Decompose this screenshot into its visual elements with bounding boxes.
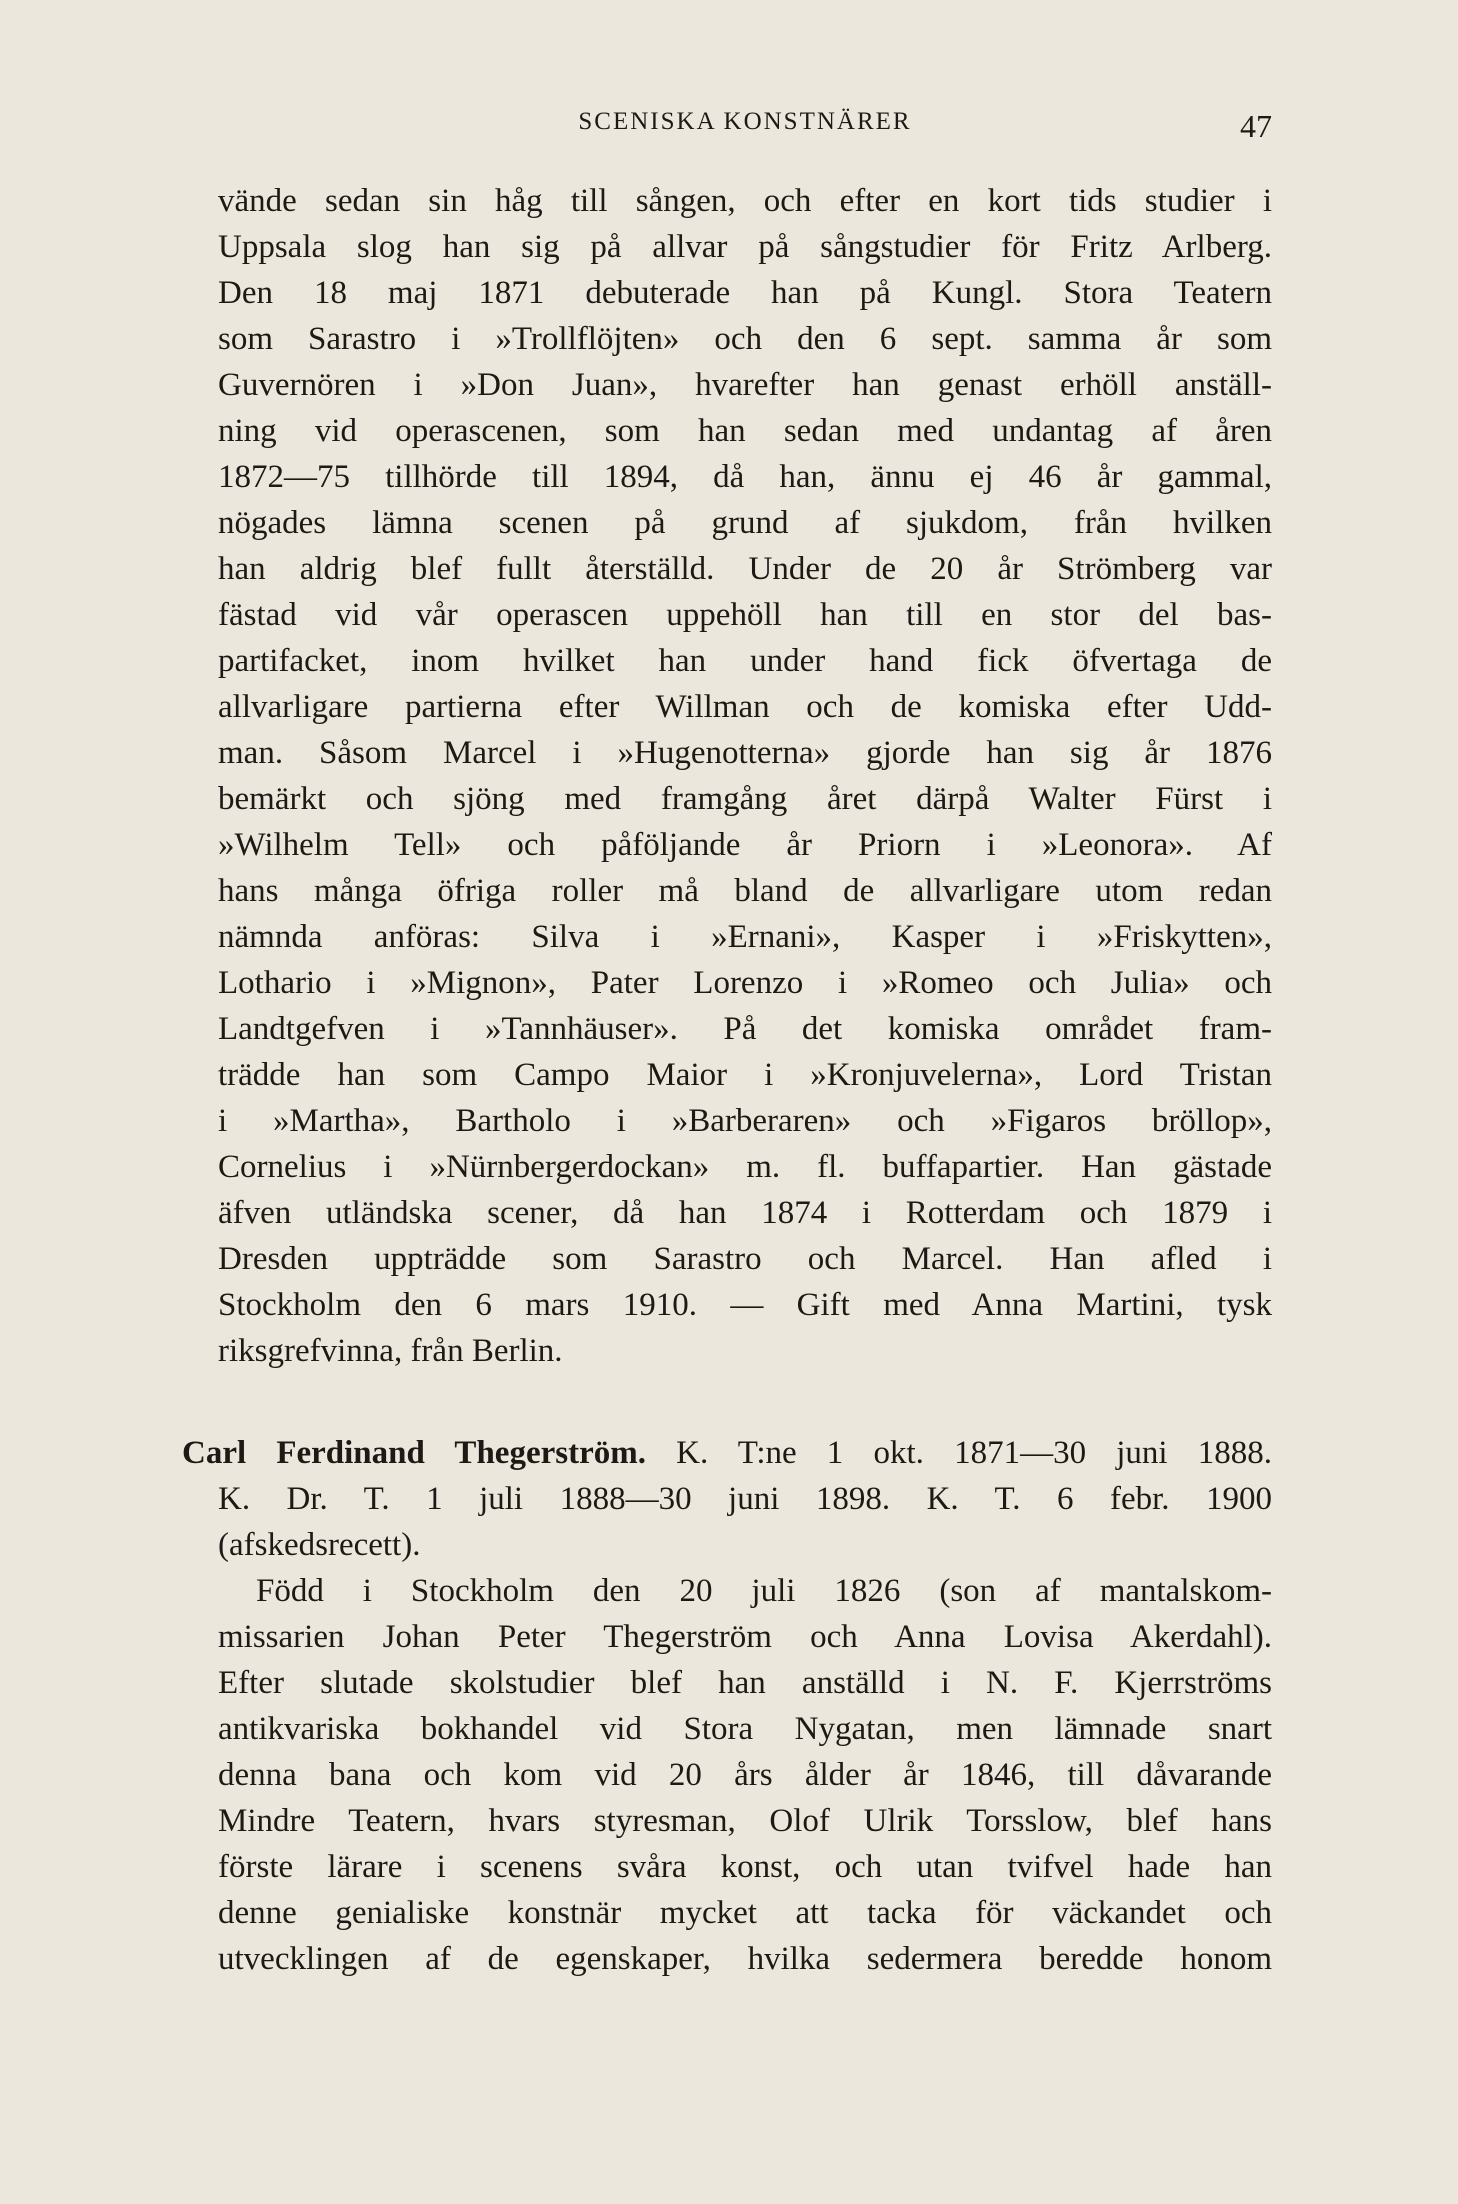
text-line: missarien Johan Peter Thegerström och Anna Lovisa Akerdahl). [218, 1619, 1272, 1655]
paragraph-strömberg-biography [218, 178, 1272, 1374]
text-line: trädde han som Campo Maior i »Kronjuvelerna», Lord Tristan [218, 1057, 1272, 1093]
text-line: Cornelius i »Nürnbergerdockan» m. fl. buffapartier. Han gästade [218, 1149, 1272, 1185]
text-line: antikvariska bokhandel vid Stora Nygatan, men lämnade snart [218, 1711, 1272, 1747]
text-line: Guvernören i »Don Juan», hvarefter han genast erhöll anställ- [218, 367, 1272, 403]
text-line: han aldrig blef fullt återställd. Under de 20 år Strömberg var [218, 551, 1272, 587]
text-line: bemärkt och sjöng med framgång året därpå Walter Fürst i [218, 781, 1272, 817]
text-line: vände sedan sin håg till sången, och efter en kort tids studier i [218, 183, 1272, 219]
text-line: partifacket, inom hvilket han under hand fick öfvertaga de [218, 643, 1272, 679]
text-line: Mindre Teatern, hvars styresman, Olof Ulrik Torsslow, blef hans [218, 1803, 1272, 1839]
text-line: Dresden uppträdde som Sarastro och Marcel. Han afled i [218, 1241, 1272, 1277]
text-line: Lothario i »Mignon», Pater Lorenzo i »Romeo och Julia» och [218, 965, 1272, 1001]
text-line: Efter slutade skolstudier blef han anställd i N. F. Kjerrströms [218, 1665, 1272, 1701]
section-divider-space [218, 1374, 1272, 1430]
text-line: ning vid operascenen, som han sedan med undantag af åren [218, 413, 1272, 449]
text-line: äfven utländska scener, då han 1874 i Rotterdam och 1879 i [218, 1195, 1272, 1231]
text-line: nämnda anföras: Silva i »Ernani», Kasper i »Friskytten», [218, 919, 1272, 955]
entry-tenure-1: K. T:ne 1 okt. 1871—30 juni 1888. [676, 1435, 1273, 1471]
text-line: Stockholm den 6 mars 1910. — Gift med Anna Martini, tysk [218, 1287, 1272, 1323]
entry-heading-line [182, 1430, 1272, 1476]
body-text [182, 178, 1273, 1982]
text-line: man. Såsom Marcel i »Hugenotterna» gjorde han sig år 1876 [218, 735, 1272, 771]
text-line: Uppsala slog han sig på allvar på sångstudier för Fritz Arlberg. [218, 229, 1272, 265]
text-line: nögades lämna scenen på grund af sjukdom, från hvilken [218, 505, 1272, 541]
page-number: 47 [1240, 108, 1272, 144]
text-line: förste lärare i scenens svåra konst, och utan tvifvel hade han [218, 1849, 1272, 1885]
text-line: fästad vid vår operascen uppehöll han till en stor del bas- [218, 597, 1272, 633]
entry-heading [182, 1430, 1273, 1568]
text-line: riksgrefvinna, från Berlin. [218, 1333, 563, 1369]
text-line: hans många öfriga roller må bland de allvarligare utom redan [218, 873, 1272, 909]
text-line: allvarligare partierna efter Willman och de komiska efter Udd- [218, 689, 1272, 725]
text-line: »Wilhelm Tell» och påföljande år Priorn i »Leonora». Af [218, 827, 1272, 863]
text-line: Den 18 maj 1871 debuterade han på Kungl. Stora Teatern [218, 275, 1272, 311]
entry-name: Carl Ferdinand Thegerström. [182, 1435, 646, 1471]
text-line: 1872—75 tillhörde till 1894, då han, ännu ej 46 år gammal, [218, 459, 1272, 495]
text-line: Landtgefven i »Tannhäuser». På det komiska området fram- [218, 1011, 1272, 1047]
text-line: utvecklingen af de egenskaper, hvilka sedermera beredde honom [218, 1941, 1272, 1977]
page-header [218, 108, 1272, 158]
paragraph-thegerström-biography [218, 1568, 1272, 1982]
text-line: Född i Stockholm den 20 juli 1826 (son af mantalskom- [256, 1573, 1272, 1609]
text-line: som Sarastro i »Trollflöjten» och den 6 sept. samma år som [218, 321, 1272, 357]
entry-heading-line: K. Dr. T. 1 juli 1888—30 juni 1898. K. T. 6 febr. 1900 [218, 1481, 1272, 1517]
text-line: denna bana och kom vid 20 års ålder år 1846, till dåvarande [218, 1757, 1272, 1793]
text-line: i »Martha», Bartholo i »Barberaren» och »Figaros bröllop», [218, 1103, 1272, 1139]
running-title: SCENISKA KONSTNÄRER [578, 108, 912, 135]
text-line: denne genialiske konstnär mycket att tacka för väckandet och [218, 1895, 1272, 1931]
entry-heading-line: (afskedsrecett). [218, 1527, 421, 1563]
